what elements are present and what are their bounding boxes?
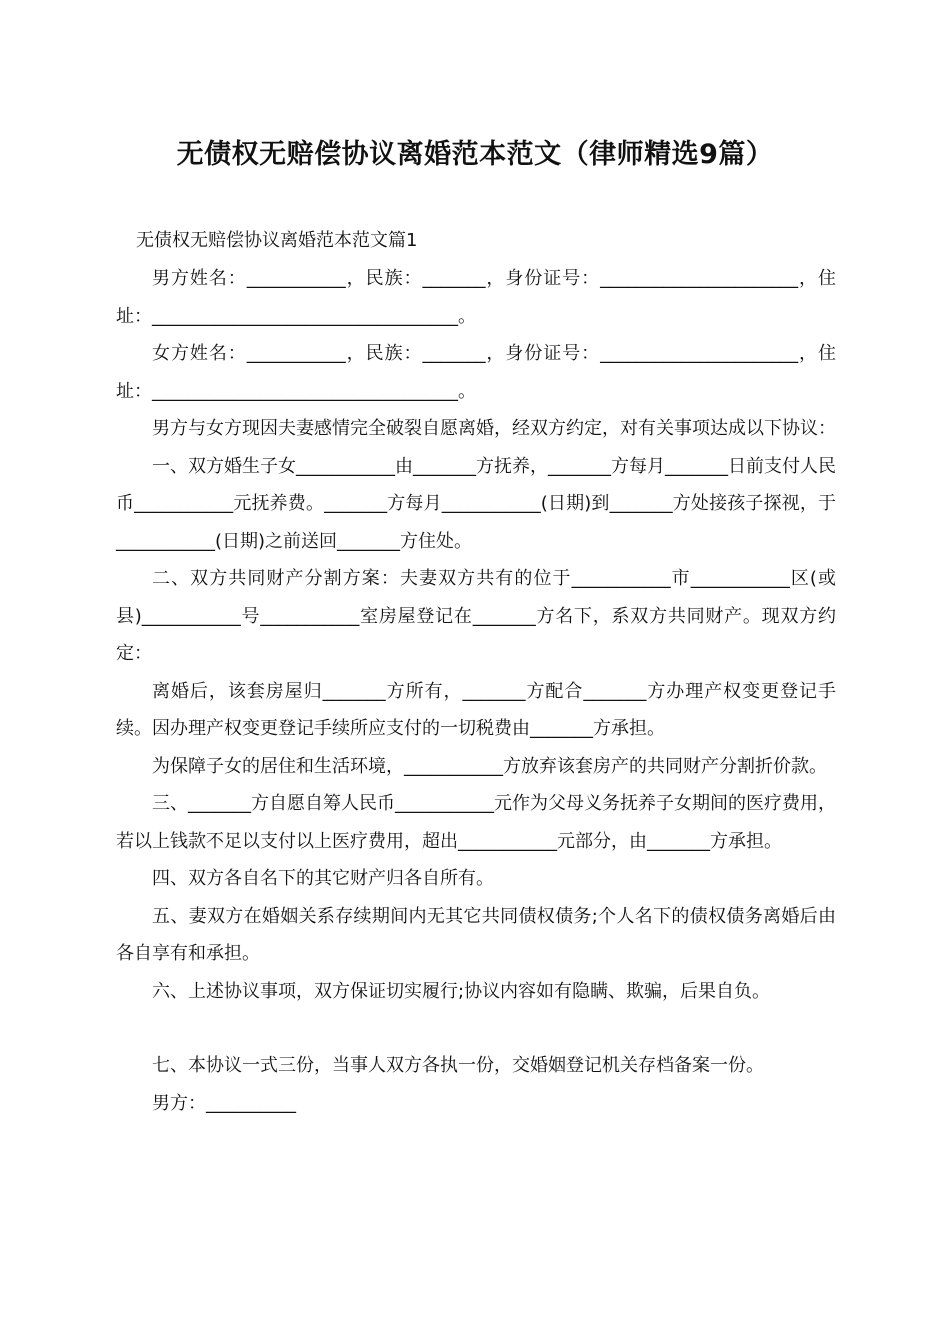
clause-2-waiver: 为保障子女的居住和生活环境，___________方放弃该套房产的共同财产分割折价款。 xyxy=(152,755,827,777)
clause-1-children: 一、双方婚生子女___________由_______方抚养，_______方每月_______日前支付人民币___________元抚养费。_______方每月___________(日期)到_______方处接孩子探视，于___________(日期)之前送回_______方住处。 xyxy=(116,455,836,552)
clause-6-performance: 六、上述协议事项，双方保证切实履行;协议内容如有隐瞒、欺骗，后果自负。 xyxy=(152,980,771,1002)
male-info-paragraph: 男方姓名：___________，民族：_______，身份证号：______________________，住址：__________________________________。 xyxy=(116,268,836,327)
clause-2-property: 二、双方共同财产分割方案：夫妻双方共有的位于___________市___________区(或县)___________号___________室房屋登记在_______方名下，系双方共同财产。现双方约定： xyxy=(116,568,836,664)
section-heading: 无债权无赔偿协议离婚范本范文篇1 xyxy=(136,230,418,251)
male-signature-line: 男方：__________ xyxy=(152,1092,296,1114)
clause-4-own-property: 四、双方各自名下的其它财产归各自所有。 xyxy=(152,868,494,889)
document-title: 无债权无赔偿协议离婚范本范文（律师精选9篇） xyxy=(176,139,774,170)
document-body xyxy=(116,260,836,1122)
clause-2-house-ownership: 离婚后，该套房屋归_______方所有，_______方配合_______方办理产权变更登记手续。因办理产权变更登记手续所应支付的一切税费由_______方承担。 xyxy=(116,680,836,739)
clause-7-copies: 七、本协议一式三份，当事人双方各执一份，交婚姻登记机关存档备案一份。 xyxy=(152,1055,764,1076)
female-info-paragraph: 女方姓名：___________，民族：_______，身份证号：______________________，住址：__________________________________。 xyxy=(116,343,836,402)
intro-paragraph: 男方与女方现因夫妻感情完全破裂自愿离婚，经双方约定，对有关事项达成以下协议： xyxy=(152,418,836,439)
clause-5-debts: 五、妻双方在婚姻关系存续期间内无其它共同债权债务;个人名下的债权债务离婚后由各自享有和承担。 xyxy=(116,905,836,964)
clause-3-medical: 三、_______方自愿自筹人民币___________元作为父母义务抚养子女期间的医疗费用，若以上钱款不足以支付以上医疗费用，超出___________元部分，由_______方承担。 xyxy=(116,793,836,852)
